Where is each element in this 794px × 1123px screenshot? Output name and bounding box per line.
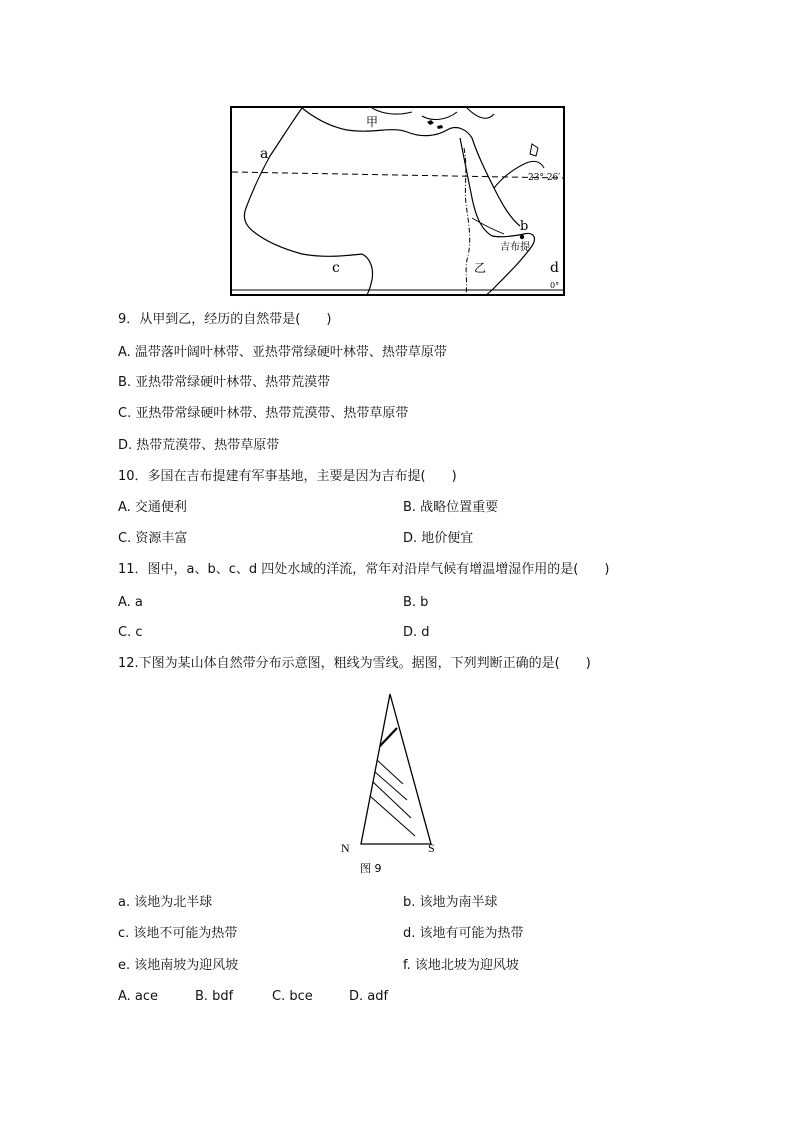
label-djibouti: 吉布提 [500,242,530,253]
question-12-statement-c: c. 该地不可能为热带 [118,926,238,941]
question-10-option-c: C. 资源丰富 [118,531,188,546]
africa-map-figure [230,106,565,296]
europe-coast-fragment [372,108,494,119]
question-11-option-d: D. d [403,625,430,640]
question-11-stem: 11．图中，a、b、c、d 四处水域的洋流，常年对沿岸气候有增温增湿作用的是( ) [118,562,610,577]
inland-line [472,218,504,234]
question-10-stem: 10．多国在吉布提建有军事基地，主要是因为吉布提( ) [118,469,457,484]
question-12-statement-a: a. 该地为北半球 [118,895,213,910]
mountain-zonation-figure [335,690,445,880]
figure-caption: 图 9 [360,862,382,875]
question-12-statement-e: e. 该地南坡为迎风坡 [118,958,239,973]
question-11-option-c: C. c [118,625,143,640]
mountain-svg [335,690,445,880]
question-10-option-b: B. 战略位置重要 [403,500,499,515]
africa-map-svg [232,108,563,294]
question-9-option-c: C. 亚热带常绿硬叶林带、热带荒漠带、热带草原带 [118,406,409,421]
question-9-option-b: B. 亚热带常绿硬叶林带、热带荒漠带 [118,375,331,390]
belt-line-1 [375,772,407,800]
question-10-option-d: D. 地价便宜 [403,531,474,546]
label-b: b [520,219,529,234]
question-12-statement-f: f. 该地北坡为迎风坡 [403,958,519,973]
question-12-statement-d: d. 该地有可能为热带 [403,926,524,941]
question-9-option-a: A. 温带落叶阔叶林带、亚热带常绿硬叶林带、热带草原带 [118,345,447,360]
north-coastline [302,108,472,138]
question-9-option-d: D. 热带荒漠带、热带草原带 [118,438,280,453]
question-12-choice-b: B. bdf [195,989,234,1004]
question-12-choice-d: D. adf [349,989,389,1004]
question-11-option-b: B. b [403,595,429,610]
question-12-choice-a: A. ace [118,989,159,1004]
peninsula-fragment [530,144,538,156]
label-jia: 甲 [366,115,379,129]
question-9-stem: 9．从甲到乙，经历的自然带是( ) [118,312,332,327]
label-south: S [428,841,435,855]
question-10-option-a: A. 交通便利 [118,500,187,515]
label-north: N [341,841,350,855]
question-12-choice-c: C. bce [272,989,313,1004]
guinea-coastline [362,254,373,294]
question-12-stem: 12.下图为某山体自然带分布示意图，粗线为雪线。据图，下列判断正确的是( ) [118,656,591,671]
belt-line-0 [377,760,403,784]
question-11-option-a: A. a [118,595,143,610]
label-a: a [260,146,269,162]
label-d: d [550,260,559,276]
red-sea-east-coast [472,138,520,226]
west-coastline [244,108,362,256]
question-12-statement-b: b. 该地为南半球 [403,895,498,910]
island-marks [427,120,443,129]
label-latitude: 23° 26′ [528,173,561,183]
tropic-of-cancer-line [232,172,563,178]
label-equator: 0° [550,281,560,290]
label-c: c [332,260,340,276]
mountain-outline [361,694,431,844]
label-yi: 乙 [474,261,487,275]
djibouti-point [520,235,524,239]
